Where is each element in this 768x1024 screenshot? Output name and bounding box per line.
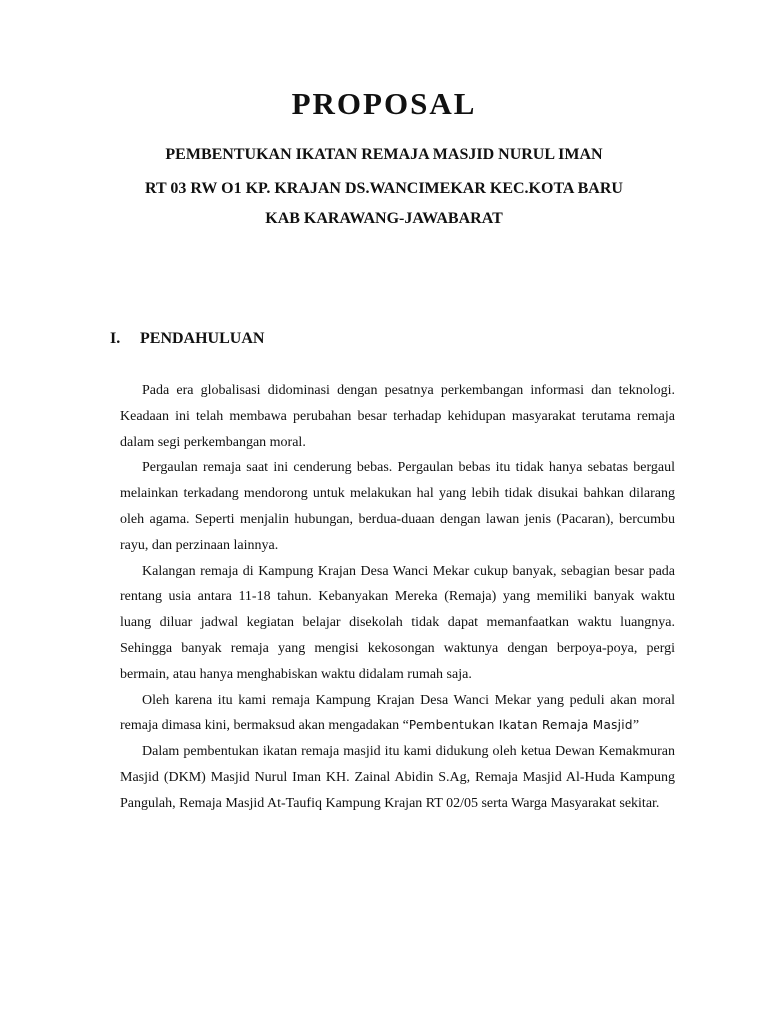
- paragraph-4: [120, 688, 675, 740]
- paragraph-4-tail: ”: [632, 718, 640, 734]
- paragraph-5: Dalam pembentukan ikatan remaja masjid itu kami didukung oleh ketua Dewan Kemakmuran Masjid (DKM) Masjid Nurul Iman KH. Zainal Abidin S.Ag, Remaja Masjid Al-Huda Kampung Pangulah, Remaja Masjid At-Taufiq Kampung Krajan RT 02/05 serta Warga Masyarakat sekitar.: [120, 744, 675, 811]
- document-body: [120, 378, 675, 817]
- paragraph-2: Pergaulan remaja saat ini cenderung bebas. Pergaulan bebas itu tidak hanya sebatas bergaul melainkan terkadang mendorong untuk melakukan hal yang lebih tidak disukai bahkan dilarang oleh agama. Seperti menjalin hubungan, berdua-duaan dengan lawan jenis (Pacaran), bercumbu rayu, dan perzinaan lainnya.: [120, 460, 675, 553]
- section-heading: [110, 330, 264, 348]
- subtitle-line-2: RT 03 RW O1 KP. KRAJAN DS.WANCIMEKAR KEC.KOTA BARU: [145, 180, 623, 197]
- document-title: PROPOSAL: [291, 86, 477, 121]
- paragraph-4-lead: Oleh karena itu kami remaja Kampung Krajan Desa Wanci Mekar yang peduli akan moral remaja dimasa kini, bermaksud akan mengadakan “: [120, 692, 675, 734]
- section-number: I.: [110, 330, 121, 347]
- paragraph-4-quote: Pembentukan Ikatan Remaja Masjid: [408, 718, 633, 733]
- subtitle-line-1: PEMBENTUKAN IKATAN REMAJA MASJID NURUL IMAN: [165, 146, 603, 163]
- paragraph-3: Kalangan remaja di Kampung Krajan Desa Wanci Mekar cukup banyak, sebagian besar pada rentang usia antara 11-18 tahun. Kebanyakan Mereka (Remaja) yang memiliki banyak waktu luang diluar jadwal kegiatan belajar disekolah tidak dapat memanfaatkan waktu luangnya. Sehingga banyak remaja yang mengisi kekosongan waktunya dengan berpoya-poya, pergi bermain, atau hanya menghabiskan waktu didalam rumah saja.: [120, 563, 675, 682]
- section-title: PENDAHULUAN: [140, 330, 265, 347]
- paragraph-1: Pada era globalisasi didominasi dengan pesatnya perkembangan informasi dan teknologi. Keadaan ini telah membawa perubahan besar terhadap kehidupan masyarakat terutama remaja dalam segi perkembangan moral.: [120, 383, 675, 450]
- subtitle-line-3: KAB KARAWANG-JAWABARAT: [265, 210, 503, 227]
